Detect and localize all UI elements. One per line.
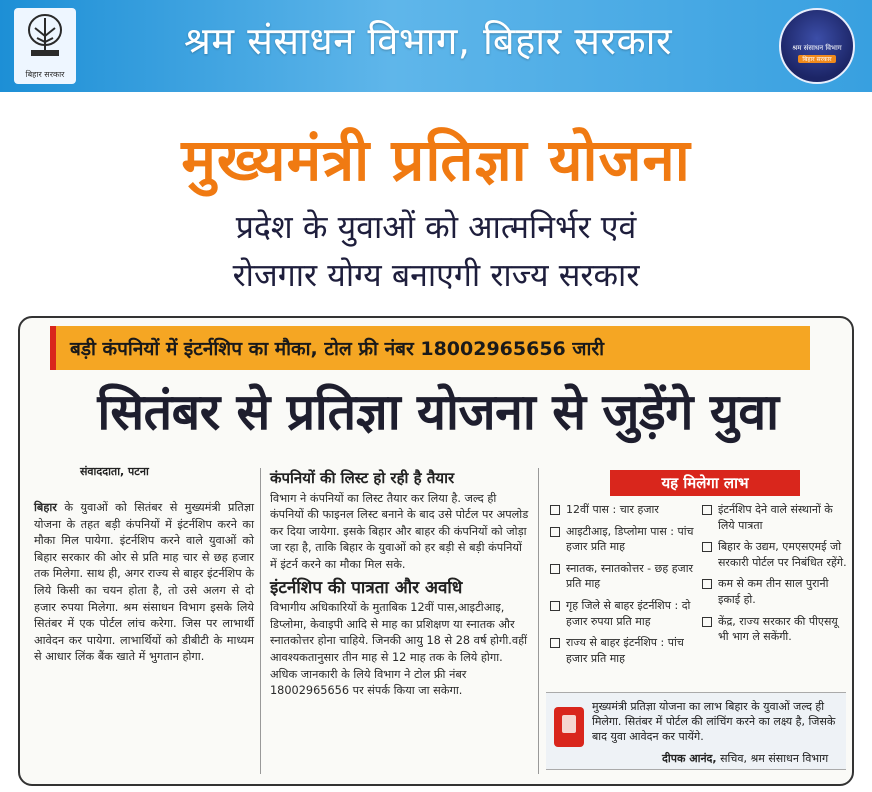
newspaper-clipping bbox=[18, 316, 854, 786]
column-divider bbox=[260, 468, 261, 774]
scheme-title: मुख्यमंत्री प्रतिज्ञा योजना bbox=[181, 126, 691, 194]
logo-line-2: बिहार सरकार bbox=[798, 55, 835, 63]
bihar-govt-emblem bbox=[14, 8, 76, 84]
bodhi-tree-icon bbox=[25, 12, 65, 62]
header-banner bbox=[0, 0, 872, 92]
eligibility-item: कम से कम तीन साल पुरानी इकाई हो. bbox=[702, 576, 848, 607]
benefit-item: राज्य से बाहर इंटर्नशिप : पांच हजार प्रति माह bbox=[550, 635, 700, 666]
benefit-item: गृह जिले से बाहर इंटर्नशिप : दो हजार रुपया प्रति माह bbox=[550, 598, 700, 629]
eligibility-item: बिहार के उद्यम, एमएसएमई जो सरकारी पोर्टल पर निबंधित रहेंगे. bbox=[702, 539, 848, 570]
logo-line-1: श्रम संसाधन विभाग bbox=[792, 43, 842, 52]
column-2-heading-2: इंटर्नशिप की पात्रता और अवधि bbox=[270, 577, 463, 598]
benefits-list-a bbox=[550, 502, 700, 672]
benefits-title: यह मिलेगा लाभ bbox=[610, 470, 800, 496]
column-divider bbox=[538, 468, 539, 774]
labour-department-logo bbox=[779, 8, 855, 84]
column-2-heading-1: कंपनियों की लिस्ट हो रही है तैयार bbox=[270, 469, 455, 487]
subtitle-line-1: प्रदेश के युवाओं को आत्मनिर्भर एवं bbox=[235, 208, 637, 246]
benefit-item: आइटीआइ, डिप्लोमा पास : पांच हजार प्रति माह bbox=[550, 524, 700, 555]
benefit-item: स्नातक, स्नातकोत्तर - छह हजार प्रति माह bbox=[550, 561, 700, 592]
quote-text: मुख्यमंत्री प्रतिज्ञा योजना का लाभ बिहार के युवाओं जल्द ही मिलेगा. सितंबर में पोर्टल की लांचिंग करने का लक्ष्य है, जिसके बाद युवा आवेदन कर पायेंगे. bbox=[592, 700, 836, 743]
emblem-caption: बिहार सरकार bbox=[25, 70, 65, 79]
benefits-list-b bbox=[702, 502, 848, 651]
clipping-headline: सितंबर से प्रतिज्ञा योजना से जुड़ेंगे युवा bbox=[97, 382, 779, 441]
eligibility-item: इंटर्नशिप देने वाले संस्थानों के लिये पात्रता bbox=[702, 502, 848, 533]
lead-word: बिहार bbox=[34, 501, 57, 514]
quote-icon bbox=[554, 707, 584, 747]
column-2-para-2: विभागीय अधिकारियों के मुताबिक 12वीं पास,आइटीआइ, डिप्लोमा, केवाइपी आदि से माह का प्रशिक्षण या स्नातक और स्नातकोत्तर होना चाहिये. जिनकी आयु 18 से 28 वर्ष होगी.वहीं आवश्यकतानुसार तीन माह से 12 माह तक के लिये होगा. अधिक जानकारी के लिये विभाग ने टोल फ्री नंबर 18002965656 पर संपर्क किया जा सकेगा. bbox=[270, 601, 528, 698]
byline: संवाददाता, पटना bbox=[80, 465, 149, 478]
author-role: सचिव, श्रम संसाधन विभाग bbox=[716, 752, 829, 765]
article-column-1 bbox=[34, 470, 254, 666]
author-name: दीपक आनंद, bbox=[662, 752, 717, 765]
eligibility-item: केंद्र, राज्य सरकार की पीएसयू भी भाग ले सकेंगी. bbox=[702, 614, 848, 645]
kicker-strip: बड़ी कंपनियों में इंटर्नशिप का मौका, टोल फ्री नंबर 18002965656 जारी bbox=[50, 326, 810, 370]
secretary-quote bbox=[546, 692, 846, 770]
column-1-body: के युवाओं को सितंबर से मुख्यमंत्री प्रतिज्ञा योजना के तहत बड़ी कंपनियों में इंटर्नशिप करने का मौका मिल पायेगा. इंटर्नशिप करने वाले युवाओं को बिहार सरकार की ओर से प्रति माह चार से छह हजार तक मिलेगा. साथ ही, अगर राज्य से बाहर इंटर्नशिप के लिये किसी का चयन होता है, तो उसे अलग से दो हजार रुपया मिलेगा. श्रम संसाधन विभाग इसके लिये सितंबर में एक पोर्टल लांच करेगा. जिस पर लाभार्थी आवेदन कर पायेगा. लाभार्थियों को डीबीटी के माध्यम से आधार लिंक बैंक खाते में भुगतान होगा. bbox=[34, 501, 254, 664]
column-1-text bbox=[34, 500, 254, 666]
column-2-para-1: विभाग ने कंपनियों का लिस्ट तैयार कर लिया है. जल्द ही कंपनियों की फाइनल लिस्ट बनाने के बाद उसे पोर्टल पर अपलोड कर दिया जायेगा. इसके बिहार और बाहर की कंपनियों को जोड़ा जा रहा है, ताकि बिहार के युवाओं को हर बड़ी से बड़ी कंपनियों में इंटर्न करने का मौका मिल सके. bbox=[270, 491, 529, 571]
article-column-2 bbox=[270, 470, 532, 702]
benefit-item: 12वीं पास : चार हजार bbox=[550, 502, 700, 518]
department-title: श्रम संसाधन विभाग, बिहार सरकार bbox=[183, 19, 673, 63]
subtitle-line-2: रोजगार योग्य बनाएगी राज्य सरकार bbox=[232, 256, 640, 294]
quote-author bbox=[662, 751, 828, 766]
